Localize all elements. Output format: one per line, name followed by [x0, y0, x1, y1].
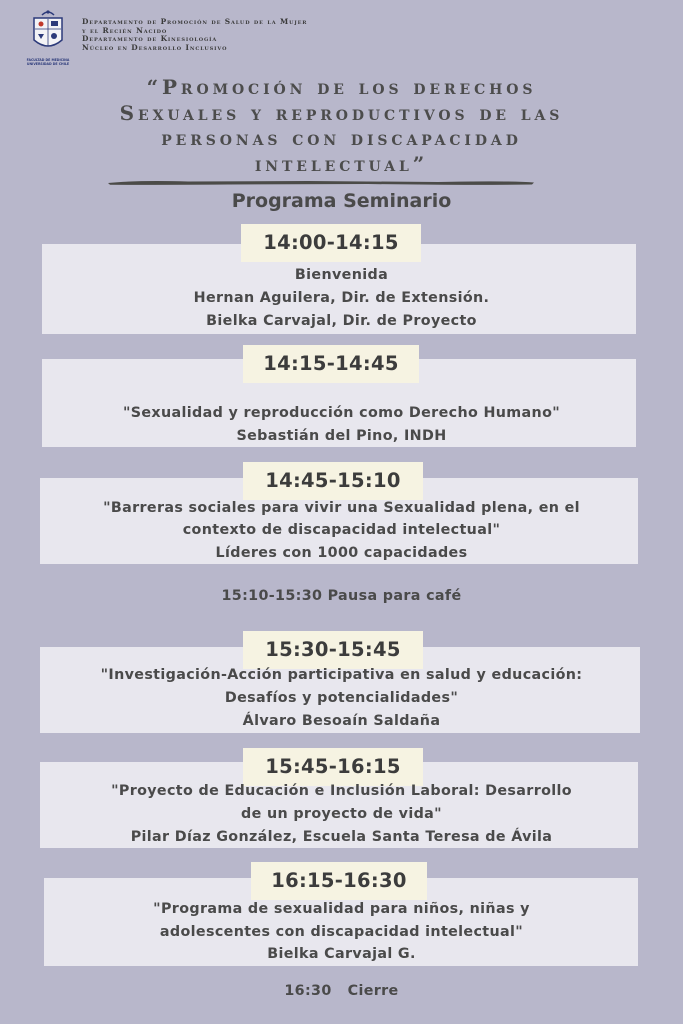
session-line: Álvaro Besoaín Saldaña — [242, 713, 441, 729]
session-line: "Proyecto de Educación e Inclusión Laboral: Desarrollo — [111, 783, 572, 799]
logo-caption-main: FACULTAD DE MEDICINA — [26, 58, 70, 62]
session-line: "Sexualidad y reproducción como Derecho Humano" — [122, 405, 561, 421]
title-line: personas con discapacidad — [161, 126, 522, 150]
time-tag: 15:30-15:45 — [243, 631, 423, 669]
session-line: Bienvenida — [294, 267, 389, 283]
coffee-break: 15:10-15:30 Pausa para café — [221, 588, 462, 604]
session-line: Bielka Carvajal G. — [267, 946, 416, 962]
session-line: Bielka Carvajal, Dir. de Proyecto — [206, 313, 477, 329]
closing: 16:30 Cierre — [284, 983, 399, 999]
header — [24, 8, 664, 68]
title-line: Sexuales y reproductivos de las — [119, 100, 564, 125]
time-tag: 14:00-14:15 — [241, 224, 421, 262]
time-tag: 16:15-16:30 — [251, 862, 427, 900]
department-line: y el Recién Nacido — [82, 25, 168, 35]
session-line: Pilar Díaz González, Escuela Santa Teresa de Ávila — [130, 829, 553, 845]
department-list — [82, 18, 307, 52]
session-line: "Barreras sociales para vivir una Sexualidad plena, en el — [103, 500, 580, 516]
session-line: contexto de discapacidad intelectual" — [182, 522, 501, 538]
session-line: Hernan Aguilera, Dir. de Extensión. — [193, 290, 490, 306]
logo-caption — [24, 58, 72, 66]
title-line: “Promoción de los derechos — [146, 75, 537, 99]
session-line: Líderes con 1000 capacidades — [215, 545, 468, 561]
time-tag: 15:45-16:15 — [243, 748, 423, 786]
time-tag: 14:15-14:45 — [243, 345, 419, 383]
faculty-logo — [28, 8, 68, 64]
department-line: Departamento de Promoción de Salud de la Mujer — [82, 17, 308, 26]
session-line: Desafíos y potencialidades" — [224, 690, 459, 706]
session-line: adolescentes con discapacidad intelectual" — [159, 924, 524, 940]
title-divider — [108, 179, 534, 186]
session-line: de un proyecto de vida" — [241, 806, 442, 822]
session-line: "Programa de sexualidad para niños, niñas y — [153, 901, 530, 917]
title-line: intelectual” — [254, 151, 429, 176]
program-subtitle: Programa Seminario — [231, 190, 452, 212]
seminar-title — [40, 75, 643, 177]
department-line: Núcleo en Desarrollo Inclusivo — [82, 42, 228, 52]
logo-caption-sub: UNIVERSIDAD DE CHILE — [26, 62, 70, 66]
session-line: Sebastián del Pino, INDH — [236, 428, 447, 444]
time-tag: 14:45-15:10 — [243, 462, 423, 500]
session-line: "Investigación-Acción participativa en salud y educación: — [100, 667, 583, 683]
department-line: Departamento de Kinesiología — [82, 34, 218, 44]
